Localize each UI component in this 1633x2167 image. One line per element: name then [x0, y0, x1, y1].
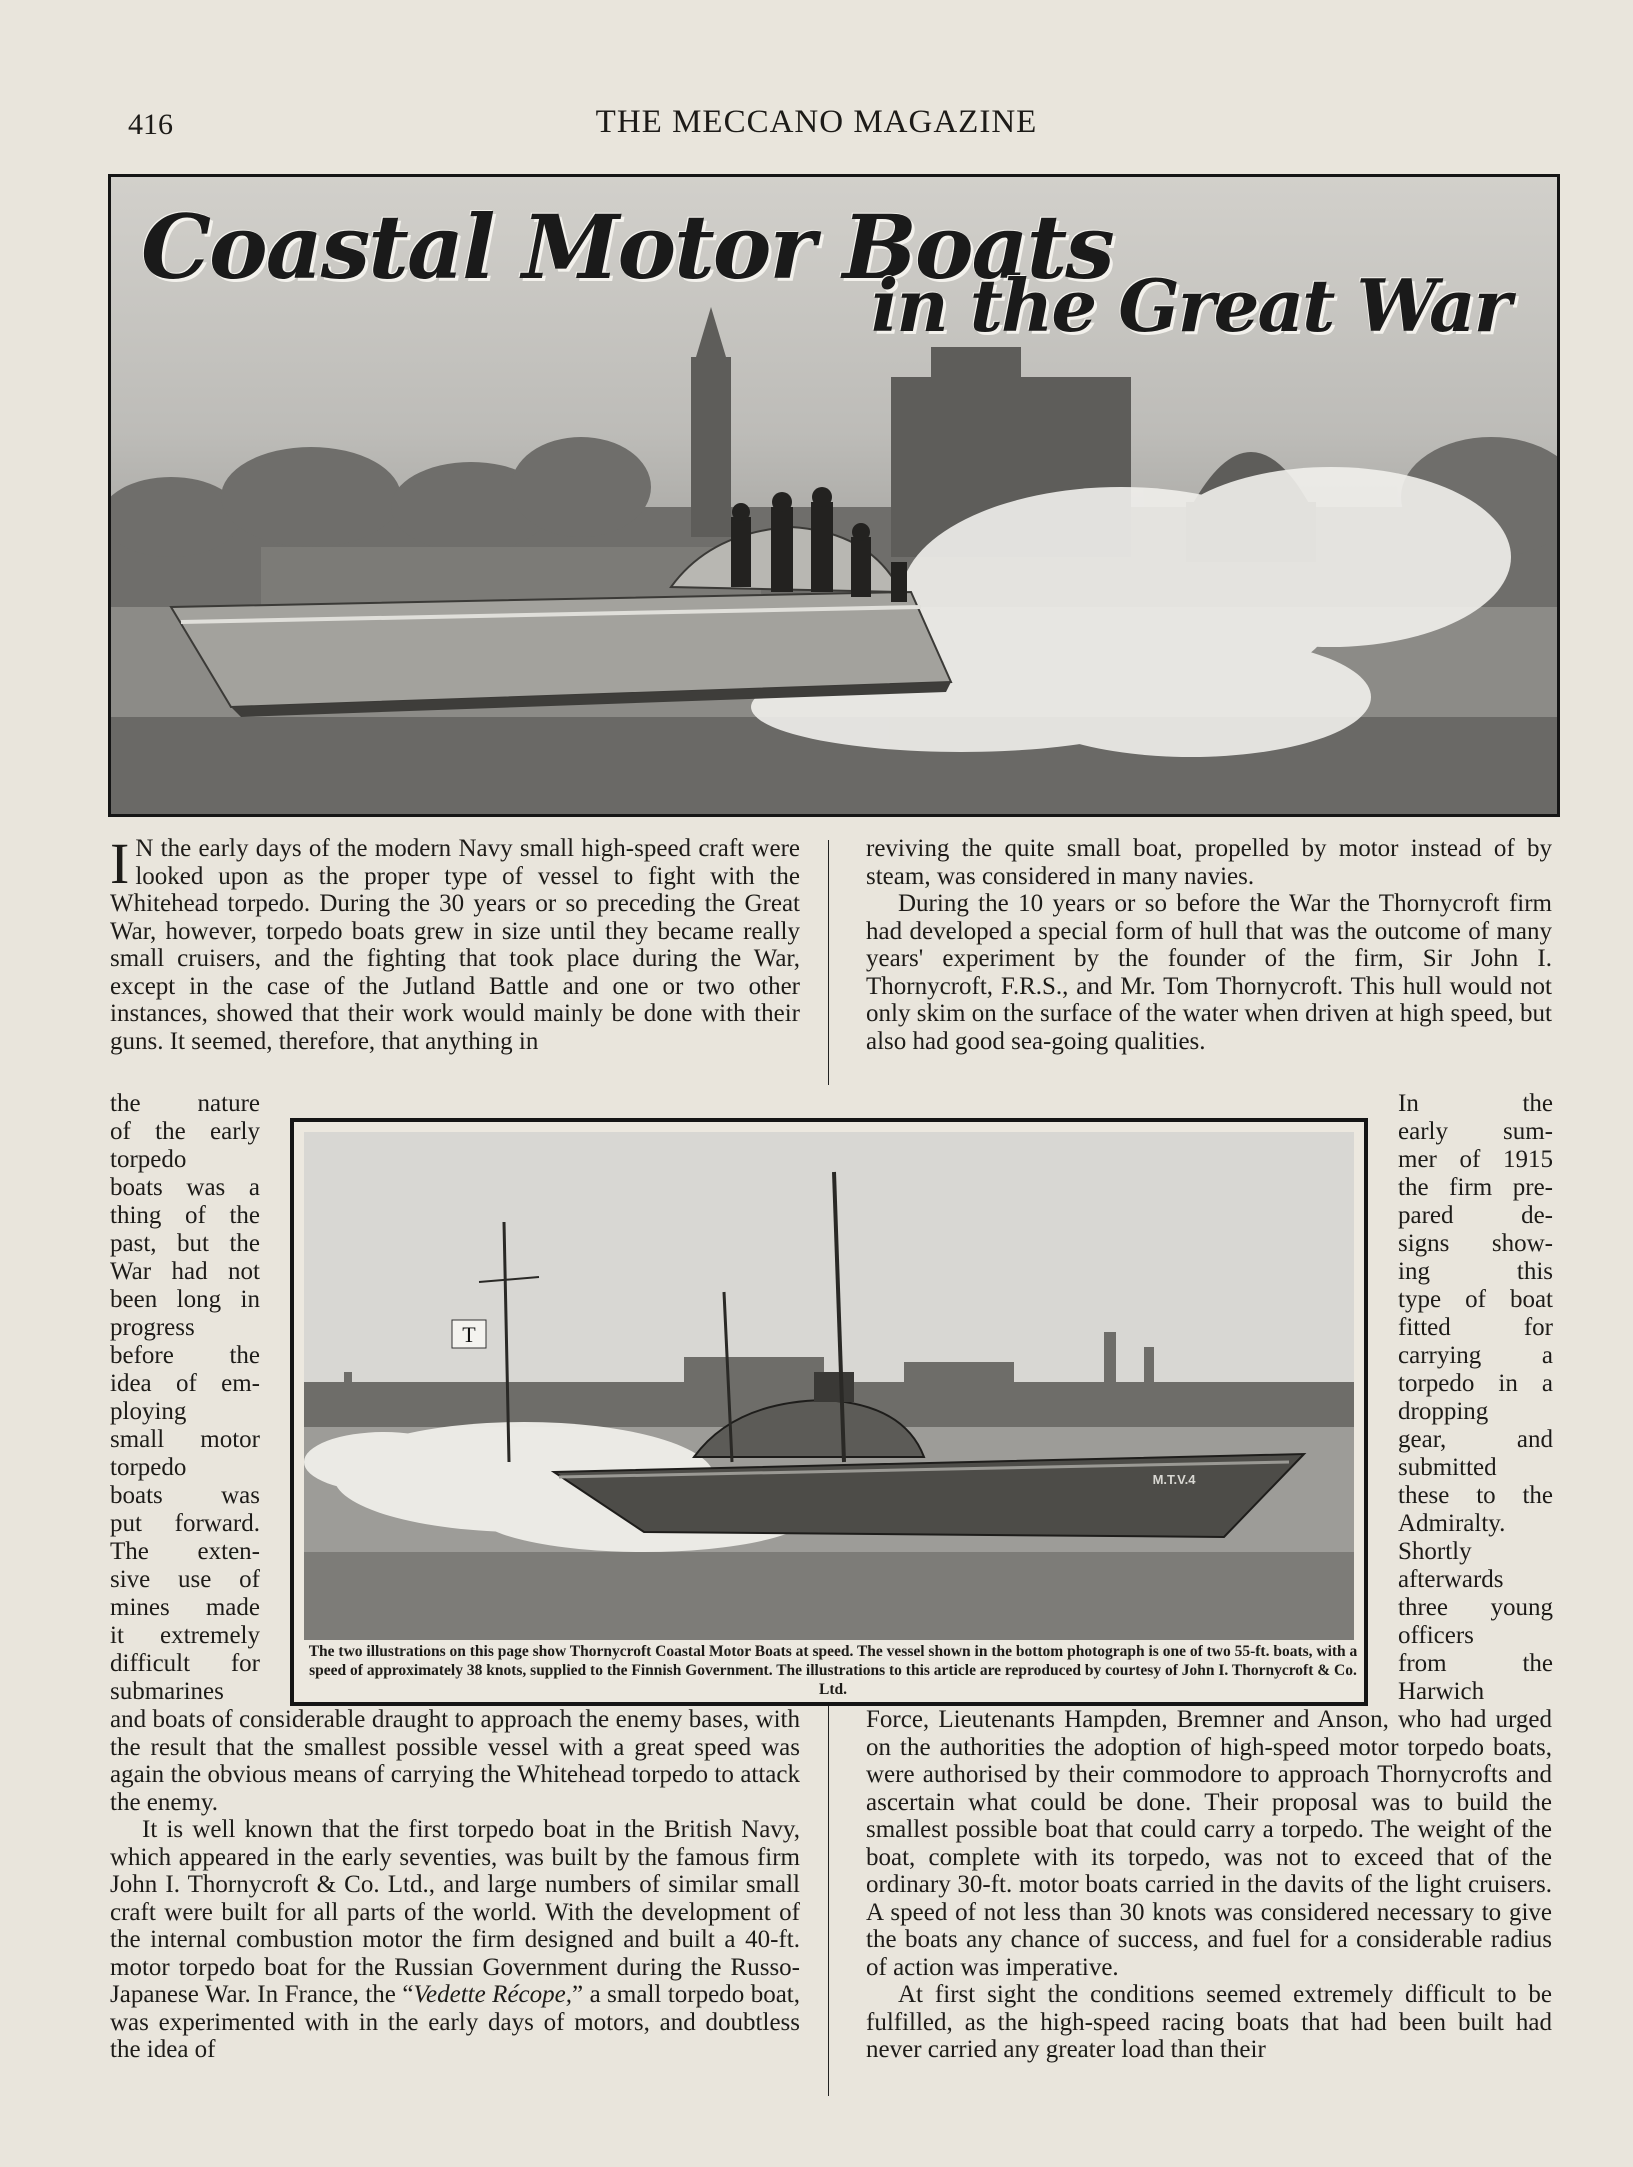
- bottom-right-para-2: At first sight the conditions seemed extremely difficult to be fulfilled, as the high-speed racing boats that had been built had never carried any greater load than their: [866, 1981, 1552, 2063]
- wrap-line: small motor: [110, 1426, 260, 1453]
- wrap-line: early sum-: [1398, 1118, 1553, 1145]
- wrap-line: ploying: [110, 1398, 187, 1425]
- wrap-line: past, but the: [110, 1230, 260, 1257]
- bottom-left-column: [110, 1706, 800, 2064]
- wrap-line: afterwards: [1398, 1566, 1504, 1593]
- wrap-line: dropping: [1398, 1398, 1489, 1425]
- top-right-para-1: reviving the quite small boat, propelled by motor instead of by steam, was considered in many navies.: [866, 835, 1552, 890]
- wrap-line: idea of em-: [110, 1370, 260, 1397]
- wrap-line: before the: [110, 1342, 260, 1369]
- wrap-line: In the: [1398, 1090, 1553, 1117]
- wrap-line: put forward.: [110, 1510, 260, 1537]
- bottom-photo-figure: [290, 1118, 1368, 1706]
- wrap-line: from the: [1398, 1650, 1553, 1677]
- bottom-right-para-1: Force, Lieutenants Hampden, Bremner and Anson, who had urged on the authorities the adoption of high-speed motor torpedo boats, were authorised by their commodore to approach Thornycrofts and ascertain what could be done. Their proposal was to build the smallest possible boat that could carry a torpedo. The weight of the boat, complete with its torpedo, was not to exceed that of the ordinary 30-ft. motor boats carried in the davits of the light cruisers. A speed of not less than 30 knots was considered necessary to give the boats any chance of success, and fuel for a considerable radius of action was imperative.: [866, 1706, 1552, 1981]
- wrap-line: War had not: [110, 1258, 260, 1285]
- intro-text: N the early days of the modern Navy small high-speed craft were looked upon as the proper type of vessel to fight with the Whitehead torpedo. During the 30 years or so preceding the Great War, however, torpedo boats grew in size until they became really small cruisers, and the fighting that took place during the War, except in the case of the Jutland Battle and one or two other instances, showed that their work would mainly be done with their guns. It seemed, therefore, that anything in: [110, 835, 800, 1055]
- bottom-left-para-1: and boats of considerable draught to approach the enemy bases, with the result that the smallest possible vessel with a great speed was again the obvious means of carrying the Whitehead torpedo to attack the enemy.: [110, 1706, 800, 1816]
- running-head: THE MECCANO MAGAZINE: [595, 104, 1038, 140]
- flag-letter: T: [462, 1322, 476, 1347]
- top-right-column: [866, 835, 1552, 1055]
- para-text: It is well known that the first torpedo boat in the British Navy, which appeared in the early seventies, was built by the famous firm John I. Thornycroft & Co. Ltd., and large numbers of similar small craft were built for all parts of the world. With the development of the internal combustion motor the firm designed and built a 40-ft. motor torpedo boat for the Russian Government during the Russo-Japanese War. In France, the “: [110, 1816, 800, 2008]
- bottom-photo: [304, 1132, 1354, 1640]
- hero-photo: [108, 174, 1560, 817]
- wrap-line: mines made: [110, 1594, 260, 1621]
- boat-marking: M.T.V.4: [1152, 1472, 1196, 1487]
- wrap-line: been long in: [110, 1286, 260, 1313]
- wrap-line: signs show-: [1398, 1230, 1553, 1257]
- wrap-line: it extremely: [110, 1622, 260, 1649]
- wrap-line: carrying a: [1398, 1342, 1553, 1369]
- wrap-line: mer of 1915: [1398, 1146, 1553, 1173]
- left-wrap-column: [110, 1090, 260, 1706]
- drop-cap: I: [110, 831, 130, 896]
- wrap-line: progress: [110, 1314, 195, 1341]
- wrap-line: Harwich: [1398, 1678, 1485, 1705]
- article-title-line-1: Coastal Motor Boats: [141, 195, 1113, 299]
- wrap-line: torpedo: [110, 1454, 187, 1481]
- wrap-line: three young: [1398, 1594, 1553, 1621]
- wrap-line: boats was a: [110, 1174, 260, 1201]
- wrap-line: thing of the: [110, 1202, 260, 1229]
- wrap-line: The exten-: [110, 1538, 260, 1565]
- bottom-photo-illustration: [304, 1132, 1354, 1640]
- page-number: 416: [128, 108, 173, 141]
- bottom-right-column: [866, 1706, 1552, 2064]
- wrap-line: submarines: [110, 1678, 224, 1705]
- wrap-line: ing this: [1398, 1258, 1553, 1285]
- wrap-line: difficult for: [110, 1650, 260, 1677]
- wrap-line: sive use of: [110, 1566, 260, 1593]
- wrap-line: gear, and: [1398, 1426, 1553, 1453]
- wrap-line: of the early: [110, 1118, 260, 1145]
- wrap-line: submitted: [1398, 1454, 1497, 1481]
- intro-paragraph: [110, 831, 800, 1055]
- wrap-line: type of boat: [1398, 1286, 1553, 1313]
- top-right-para-2: During the 10 years or so before the War the Thornycroft firm had developed a special form of hull that was the outcome of many years' experiment by the founder of the firm, Sir John I. Thornycroft, F.R.S., and Mr. Tom Thornycroft. This hull would not only skim on the surface of the water when driven at high speed, but also had good sea-going qualities.: [866, 890, 1552, 1055]
- wrap-line: boats was: [110, 1482, 260, 1509]
- wrap-line: torpedo: [110, 1146, 187, 1173]
- column-rule: [828, 840, 829, 1085]
- wrap-line: pared de-: [1398, 1202, 1553, 1229]
- wrap-line: the nature: [110, 1090, 260, 1117]
- article-title-line-2: in the Great War: [871, 263, 1510, 348]
- figure-caption: The two illustrations on this page show Thornycroft Coastal Motor Boats at speed. The vessel shown in the bottom photograph is one of two 55-ft. boats, with a speed of approximately 38 knots, supplied to the Finnish Government. The illustrations to this article are reproduced by courtesy of John I. Thornycroft & Co. Ltd.: [308, 1643, 1358, 1698]
- wrap-line: Shortly: [1398, 1538, 1472, 1565]
- column-rule: [828, 1706, 829, 2096]
- wrap-line: fitted for: [1398, 1314, 1553, 1341]
- wrap-line: officers: [1398, 1622, 1474, 1649]
- wrap-line: torpedo in a: [1398, 1370, 1553, 1397]
- boat-name-italic: Vedette Récope,: [413, 1981, 572, 2008]
- wrap-line: Admiralty.: [1398, 1510, 1506, 1537]
- para-text: ” a small torpedo boat, was experimented with in the early days of motors, and doubtless the idea of: [110, 1981, 801, 2063]
- wrap-line: the firm pre-: [1398, 1174, 1553, 1201]
- bottom-left-para-2: [110, 1816, 800, 2064]
- wrap-line: these to the: [1398, 1482, 1553, 1509]
- right-wrap-column: [1398, 1090, 1553, 1706]
